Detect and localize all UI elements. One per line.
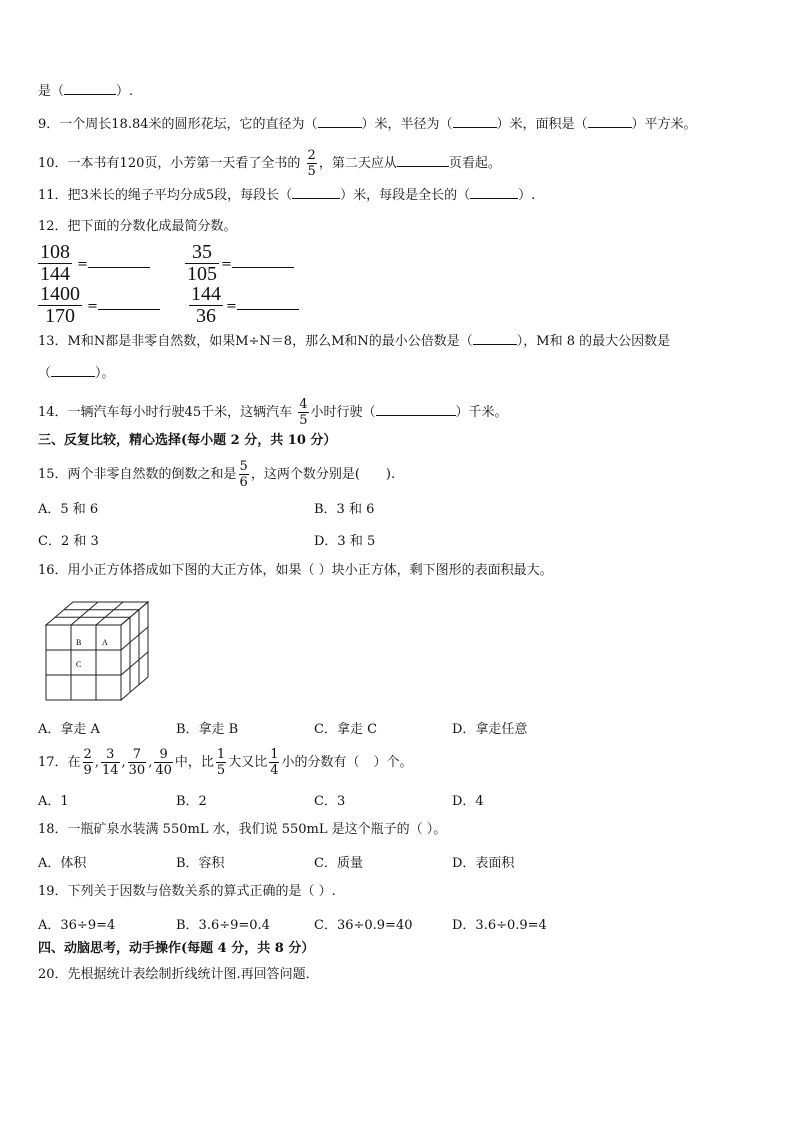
option-d[interactable]: D．3.6÷0.9=4 [452,918,547,933]
answer-blank[interactable] [397,154,449,167]
fraction-35-105: 35 105 [187,241,217,285]
option-b[interactable]: B．拿走 B [176,722,239,737]
question-19: 19．下列关于因数与倍数关系的算式正确的是（ ）. [38,884,336,899]
answer-blank[interactable] [453,115,497,128]
cube-label-b: B [76,638,82,647]
fraction: $\frac{2}{5}$ [307,148,316,179]
section-4-heading: 四、动脑思考，动手操作(每题 4 分，共 8 分） [38,941,315,956]
option-a[interactable]: A．36÷9=4 [38,918,116,933]
question-20: 20．先根据统计表绘制折线统计图.再回答问题． [38,967,319,982]
question-10: 10．一本书有120页，小芳第一天看了全书的 $\frac{2}{5}$ ，第二天应从 页看起。 [38,148,501,179]
fraction-108-144: 108 144 [40,241,70,285]
option-a[interactable]: A．拿走 A [38,722,100,737]
option-d[interactable]: D．表面积 [452,856,515,871]
answer-blank[interactable] [64,82,116,95]
question-12-title: 12．把下面的分数化成最简分数。 [38,219,237,234]
answer-blank[interactable] [588,115,632,128]
question-11: 11．把3米长的绳子平均分成5段，每段长（ ）米，每段是全长的（ ）. [38,188,536,203]
fraction: $\frac{4}{5}$ [299,397,308,428]
question-17: 17．在 $\frac{2}{9}$ , $\frac{3}{14}$ , $\frac{7}{30}$ , $\frac{9}{40}$ 中，比 $\frac{1}{5}$ 大又比 $\frac{1}{4}$ 小的分数有（ ）个。 [38,747,413,778]
fraction: $\frac{7}{30}$ [128,747,146,778]
answer-blank[interactable] [470,186,518,199]
answer-blank[interactable] [292,186,340,199]
option-c[interactable]: C．2 和 3 [38,534,99,549]
fraction-144-36: 144 36 [191,283,221,327]
fraction-1400-170: 1400 170 [40,283,80,327]
option-c[interactable]: C．3 [314,794,346,809]
option-a[interactable]: A．1 [38,794,69,809]
option-b[interactable]: B．3 和 6 [314,502,375,517]
option-d[interactable]: D．4 [452,794,484,809]
fraction: $\frac{1}{4}$ [270,747,279,778]
answer-blank[interactable]: = [226,299,299,314]
answer-blank[interactable]: = [87,299,160,314]
question-14: 14．一辆汽车每小时行驶45千米，这辆汽车 $\frac{4}{5}$ 小时行驶（ ）千米。 [38,397,508,428]
option-b[interactable]: B．容积 [176,856,225,871]
fraction: $\frac{1}{5}$ [216,747,226,778]
section-3-heading: 三、反复比较，精心选择(每小题 2 分，共 10 分） [38,433,337,448]
answer-blank[interactable] [51,364,95,377]
question-8-tail: 是（ ）. [38,84,134,99]
answer-blank[interactable] [473,332,517,345]
question-9: 9．一个周长18.84米的圆形花坛，它的直径为（ ）米，半径为（ ）米，面积是（ ）平方米。 [38,117,697,132]
fraction: $\frac{5}{6}$ [239,459,248,490]
option-a[interactable]: A．5 和 6 [38,502,99,517]
fraction: $\frac{9}{40}$ [155,747,172,778]
option-c[interactable]: C．质量 [314,856,363,871]
question-15: 15．两个非零自然数的倒数之和是 $\frac{5}{6}$ ，这两个数分别是( ). [38,459,396,490]
option-c[interactable]: C．拿走 C [314,722,378,737]
cube-figure [44,600,154,702]
answer-blank[interactable]: = [221,257,294,272]
option-b[interactable]: B．3.6÷9=0.4 [176,918,270,933]
answer-blank[interactable] [318,115,362,128]
option-d[interactable]: D．3 和 5 [314,534,376,549]
fraction: $\frac{2}{9}$ [83,747,92,778]
question-16: 16．用小正方体搭成如下图的大正方体，如果（ ）块小正方体，剩下图形的表面积最大。 [38,563,553,578]
fraction: $\frac{3}{14}$ [101,747,119,778]
option-d[interactable]: D．拿走任意 [452,722,528,737]
answer-blank[interactable]: = [77,257,150,272]
option-a[interactable]: A．体积 [38,856,87,871]
cube-label-c: C [76,660,82,669]
question-13: 13．M和N都是非零自然数，如果M÷N＝8，那么M和N的最小公倍数是（ ），M和 8 的最大公因数是 [38,334,671,349]
option-b[interactable]: B．2 [176,794,207,809]
question-18: 18．一瓶矿泉水装满 550mL 水，我们说 550mL 是这个瓶子的（ ）。 [38,822,447,837]
answer-blank[interactable] [376,403,456,416]
cube-label-a: A [102,638,108,647]
question-13-line2: （ ）。 [38,366,115,381]
option-c[interactable]: C．36÷0.9=40 [314,918,413,933]
